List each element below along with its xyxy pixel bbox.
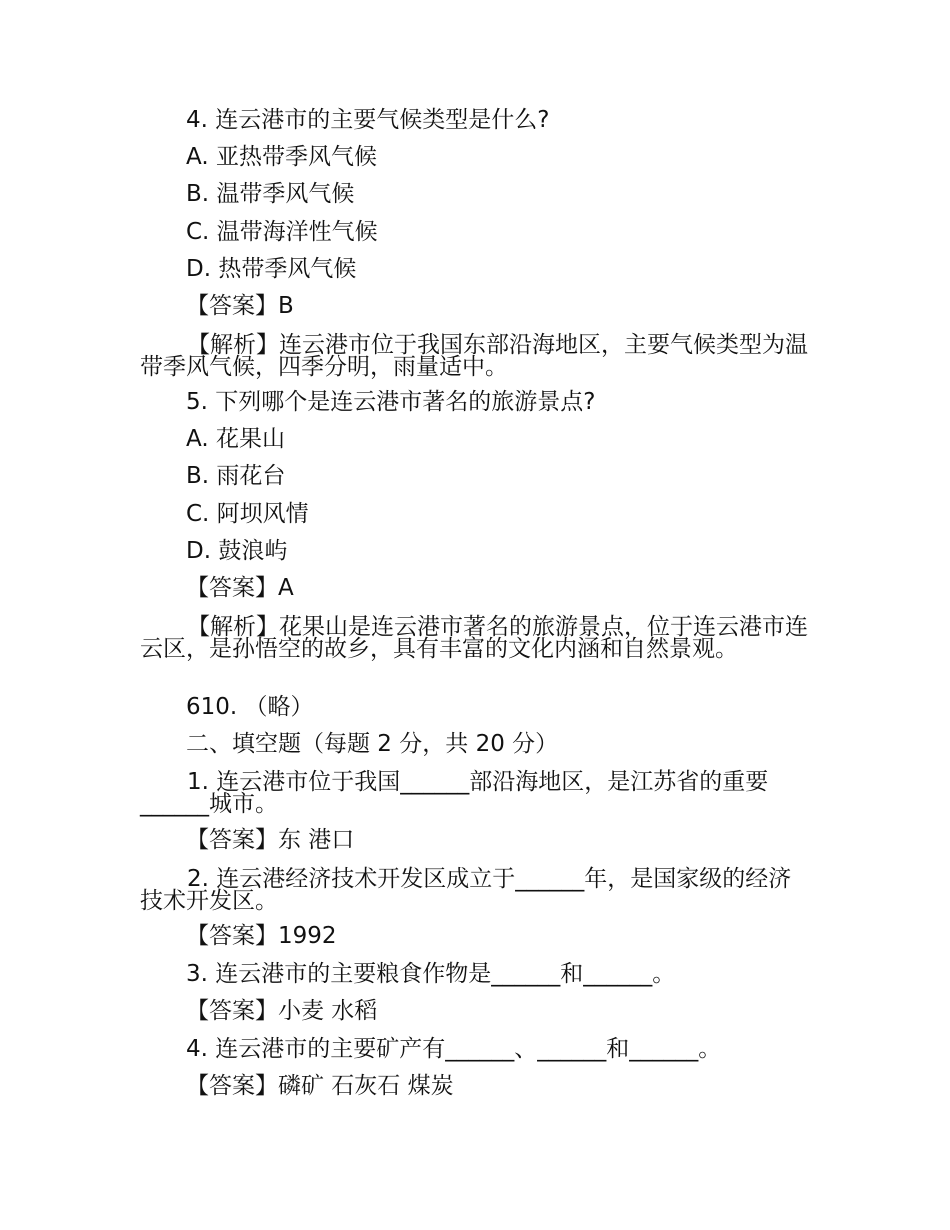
q4-answer: 【答案】B	[186, 293, 294, 319]
fill-question-4: 4. 连云港市的主要矿产有______、______和______。	[186, 1036, 722, 1062]
question-4: 4. 连云港市的主要气候类型是什么?	[186, 107, 550, 133]
q4-option-d: D. 热带季风气候	[186, 256, 357, 282]
q5-option-d: D. 鼓浪屿	[186, 538, 288, 564]
fill-question-1: 1. 连云港市位于我国______部沿海地区，是江苏省的重要______城市。	[140, 769, 769, 817]
q5-option-c: C. 阿坝风情	[186, 501, 309, 527]
q4-analysis: 【解析】连云港市位于我国东部沿海地区，主要气候类型为温带季风气候，四季分明，雨量适中。	[140, 332, 808, 380]
q4-option-b: B. 温带季风气候	[186, 181, 355, 207]
question-610: 610. （略）	[186, 694, 314, 720]
section-heading: 二、填空题（每题 2 分，共 20 分）	[186, 731, 559, 757]
fill-answer-1: 【答案】东 港口	[186, 827, 355, 853]
q4-option-a: A. 亚热带季风气候	[186, 144, 377, 170]
question-5: 5. 下列哪个是连云港市著名的旅游景点?	[186, 389, 596, 415]
q5-analysis: 【解析】花果山是连云港市著名的旅游景点，位于连云港市连云区，是孙悟空的故乡，具有丰富的文化内涵和自然景观。	[140, 614, 808, 662]
fill-answer-4: 【答案】磷矿 石灰石 煤炭	[186, 1073, 454, 1099]
q5-option-a: A. 花果山	[186, 426, 285, 452]
fill-question-3: 3. 连云港市的主要粮食作物是______和______。	[186, 961, 676, 987]
q5-answer: 【答案】A	[186, 575, 294, 601]
q5-option-b: B. 雨花台	[186, 463, 286, 489]
fill-question-2: 2. 连云港经济技术开发区成立于______年，是国家级的经济技术开发区。	[140, 866, 792, 914]
fill-answer-3: 【答案】小麦 水稻	[186, 998, 378, 1024]
fill-answer-2: 【答案】1992	[186, 923, 337, 949]
q4-option-c: C. 温带海洋性气候	[186, 219, 378, 245]
